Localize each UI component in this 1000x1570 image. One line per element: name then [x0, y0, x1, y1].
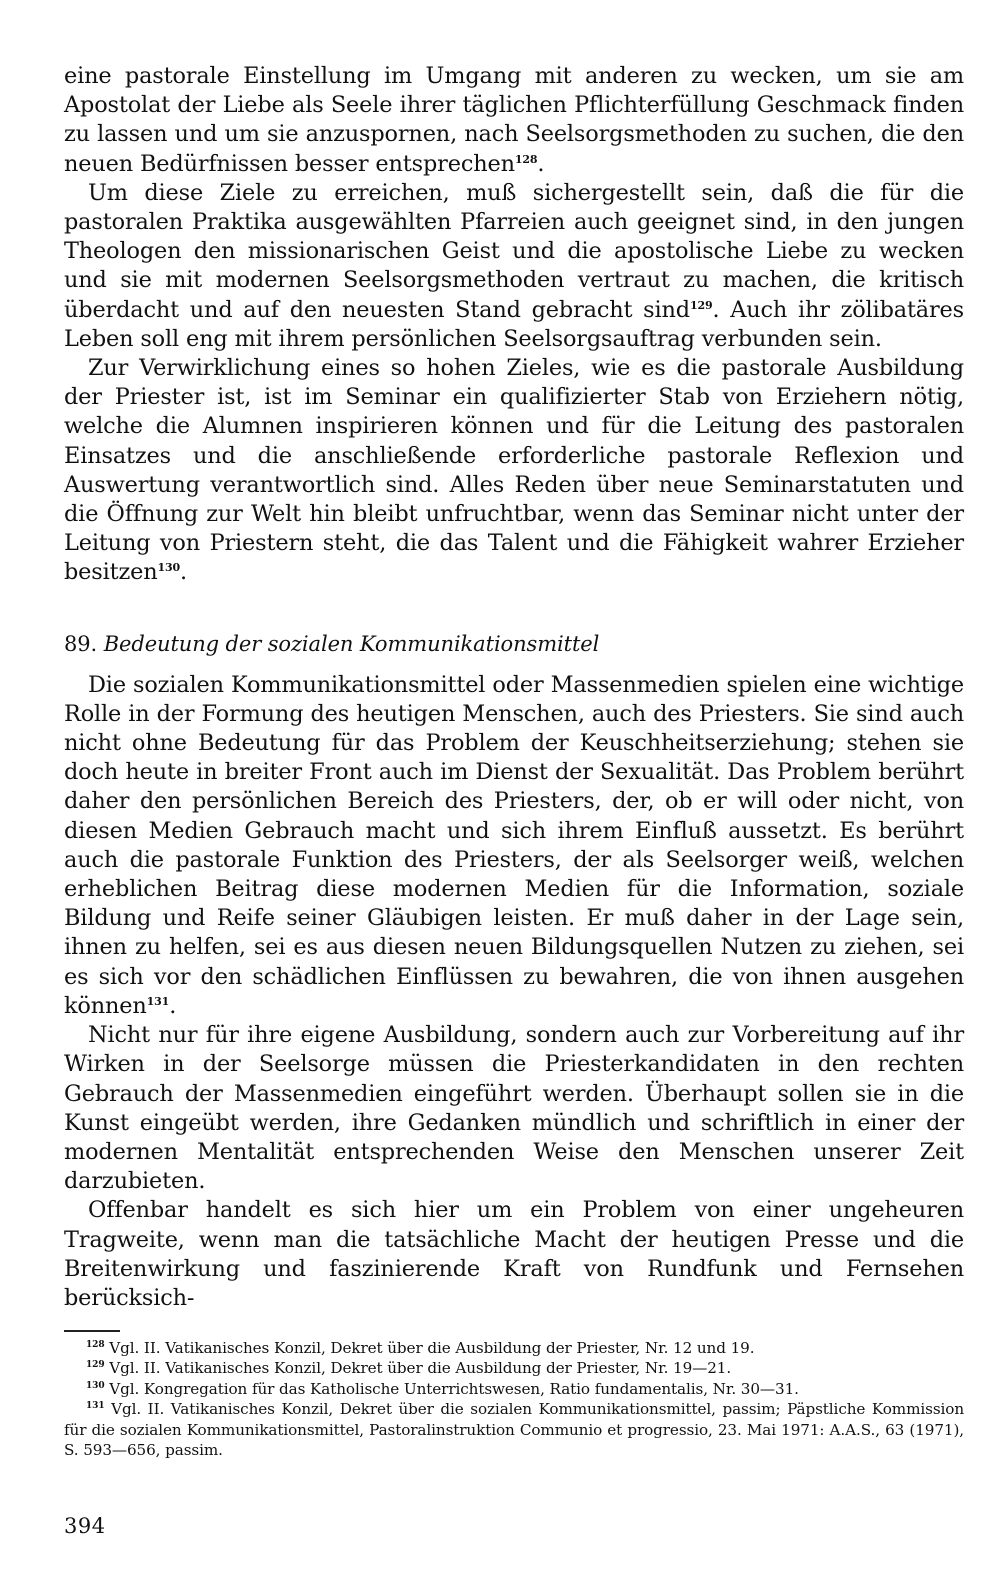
- page-body: [64, 62, 964, 1313]
- page-number: 394: [64, 1514, 106, 1538]
- footnote-number: 131: [86, 1401, 105, 1412]
- paragraph: Zur Verwirklichung eines so hohen Zieles, wie es die pastorale Ausbildung der Priester ist, ist im Seminar ein qualifizierter Stab von Erziehern nötig, welche die Alumnen inspirieren können und für die Leitung des pastoralen Einsatzes und die anschließende erforderliche pastorale Reflexion und Auswertung verantwortlich sind. Alles Reden über neue Seminarstatuten und die Öffnung zur Welt hin bleibt unfruchtbar, wenn das Seminar nicht unter der Leitung von Priestern steht, die das Talent und die Fähigkeit wahrer Erzieher besitzen$^{130}$.: [64, 355, 964, 586]
- footnote-ref[interactable]: 130: [157, 561, 181, 575]
- footnotes: [64, 1338, 964, 1460]
- paragraph: Nicht nur für ihre eigene Ausbildung, sondern auch zur Vorbereitung auf ihr Wirken in der Seelsorge müssen die Priesterkandidaten in den rechten Gebrauch der Massenmedien eingeführt werden. Überhaupt sollen sie in die Kunst eingeübt werden, ihre Gedanken mündlich und schriftlich in einer der modernen Mentalität entsprechenden Weise den Menschen unserer Zeit darzubieten.: [64, 1022, 964, 1195]
- footnote-number: 128: [86, 1340, 105, 1350]
- footnote-number: 130: [86, 1380, 105, 1391]
- section-title: Bedeutung der sozialen Kommunikationsmittel: [103, 631, 600, 656]
- section-number: 89.: [64, 631, 98, 656]
- paragraph: Um diese Ziele zu erreichen, muß sichergestellt sein, daß die für die pastoralen Praktika ausgewählten Pfarreien auch geeignet sind, in den jungen Theologen den missionarischen Geist und die apostolische Liebe zu wecken und sie mit modernen Seelsorgsmethoden vertraut zu machen, die kritisch überdacht und auf den neuesten Stand gebracht sind$^{129}$. Auch ihr zölibatäres Leben soll eng mit ihrem persönlichen Seelsorgsauftrag verbunden sein.: [64, 179, 964, 352]
- paragraph: eine pastorale Einstellung im Umgang mit anderen zu wecken, um sie am Apostolat der Liebe als Seele ihrer täglichen Pflichterfüllung Geschmack finden zu lassen und um sie anzuspornen, nach Seelsorgsmethoden zu suchen, die den neuen Bedürfnissen besser entsprechen$^{128}$.: [64, 63, 964, 177]
- footnote-ref[interactable]: 128: [514, 152, 538, 166]
- footnote: $^{129}$ Vgl. II. Vatikanisches Konzil, Dekret über die Ausbildung der Priester, Nr. 19—21.: [86, 1359, 732, 1378]
- footnote: $^{130}$ Vgl. Kongregation für das Katholische Unterrichtswesen, Ratio fundamentalis, Nr. 30—31.: [86, 1379, 799, 1398]
- section-heading: [64, 630, 964, 659]
- footnote-ref[interactable]: 131: [146, 994, 170, 1008]
- footnote: $^{128}$ Vgl. II. Vatikanisches Konzil, Dekret über die Ausbildung der Priester, Nr. 12 und 19.: [86, 1339, 755, 1357]
- footnote-ref[interactable]: 129: [689, 298, 713, 312]
- footnote: $^{131}$ Vgl. II. Vatikanisches Konzil, Dekret über die sozialen Kommunikationsmittel, passim; Päpstliche Kommission für die sozialen Kommunikationsmittel, Pastoralinstruktion Communio et progressio, 23. Mai 1971: A.A.S., 63 (1971), S. 593—656, passim.: [64, 1400, 964, 1460]
- footnote-number: 129: [86, 1360, 105, 1371]
- paragraph: Offenbar handelt es sich hier um ein Problem von einer ungeheuren Tragweite, wenn man die tatsächliche Macht der heutigen Presse und die Breitenwirkung und faszinierende Kraft von Rundfunk und Fernsehen berücksich-: [64, 1197, 964, 1311]
- paragraph: Die sozialen Kommunikationsmittel oder Massenmedien spielen eine wichtige Rolle in der Formung des heutigen Menschen, auch des Priesters. Sie sind auch nicht ohne Bedeutung für das Problem der Keuschheitserziehung; stehen sie doch heute in breiter Front auch im Dienst der Sexualität. Das Problem berührt daher den persönlichen Bereich des Priesters, der, ob er will oder nicht, von diesen Medien Gebrauch macht und sich ihrem Einfluß aussetzt. Es berührt auch die pastorale Funktion des Priesters, der als Seelsorger weiß, welchen erheblichen Beitrag diese modernen Medien für die Information, soziale Bildung und Reife seiner Gläubigen leisten. Er muß daher in der Lage sein, ihnen zu helfen, sei es aus diesen neuen Bildungsquellen Nutzen zu ziehen, sei es sich vor den schädlichen Einflüssen zu bewahren, die von ihnen ausgehen können$^{131}$.: [64, 671, 964, 1019]
- footnote-divider: [64, 1330, 120, 1332]
